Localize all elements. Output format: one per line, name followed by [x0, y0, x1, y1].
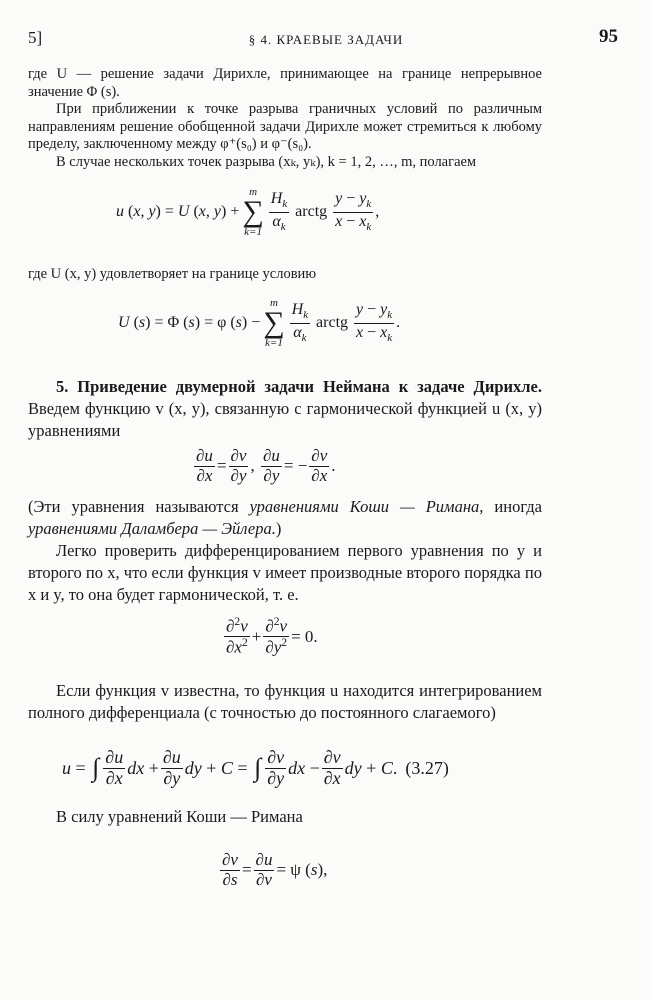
paragraph-boundary-condition: где U (x, y) удовлетворяет на границе условию: [28, 266, 317, 282]
paragraph-discontinuity: При приближении к точке разрыва граничных условий по различным направлениям решение обобщенной задачи Дирихле может стремиться к любому пределу, заключенному между φ⁺(s₀) и φ⁻(s₀).: [28, 101, 542, 152]
section-5-title: 5. Приведение двумерной задачи Неймана к задаче Дирихле.: [56, 377, 542, 396]
running-head: § 4. КРАЕВЫЕ ЗАДАЧИ: [248, 32, 404, 47]
section-5-body: Введем функцию v (x, y), связанную с гармонической функцией u (x, y) уравнениями: [28, 399, 542, 440]
equation-number: (3.27): [405, 757, 449, 778]
formula-cauchy-riemann: $\frac{\partial u}{\partial x}$ = $\frac{\partial v}{\partial y}$ , $\frac{\partial u}{\partial y}$ = − $\frac{\partial v}{\partial x}$ .: [196, 446, 336, 485]
paragraph-dirichlet-solution: где U — решение задачи Дирихле, принимающее на границе непрерывное значение Φ (s).: [28, 66, 542, 100]
paragraph-by-cauchy-riemann: В силу уравнений Коши — Римана: [56, 807, 303, 826]
section-5-intro: [28, 376, 542, 442]
formula-normal-derivative: $\frac{\partial v}{\partial s}$ = $\frac{\partial u}{\partial\nu}$ = ψ ( s ),: [222, 850, 328, 889]
paragraph-harmonic: Легко проверить дифференцированием первого уравнения по y и второго по x, что если функция v имеет производные второго порядка по x и y, то она будет гармонической, т. е.: [28, 541, 542, 604]
formula-laplace: $\frac{\partial^2v}{\partial x^2}$ + $\frac{\partial^2v}{\partial y^2}$ = 0.: [226, 615, 318, 657]
paragraph-integration: Если функция v известна, то функция u находится интегрированием полного дифференциала (с точностью до постоянного слагаемого): [28, 681, 542, 722]
paragraph-equation-names: (Эти уравнения называются уравнениями Коши — Римана, иногда уравнениями Даламбера — Эйлера.): [28, 497, 542, 538]
chapter-number: 5]: [28, 28, 43, 47]
formula-3-27: u = ∫ $\frac{\partial u}{\partial x}$ dx + $\frac{\partial u}{\partial y}$ dy + C = ∫ $\frac{\partial v}{\partial y}$ dx − $\frac{\partial v}{\partial x}$ dy + C . (3.27): [62, 747, 449, 788]
paragraph-several-points: В случае нескольких точек разрыва (xₖ, yₖ), k = 1, 2, …, m, полагаем: [56, 153, 477, 170]
formula-U-boundary: U ( s ) = Φ ( s ) = φ ( s ) − m ∑ k=1 $\frac{H_k}{\alpha_k}$ arctg $\frac{y - y_k}{x - x_k}$ .: [118, 297, 401, 349]
formula-u-sum: u ( x , y ) = U ( x , y ) + m ∑ k=1 $\frac{H_k}{\alpha_k}$ arctg $\frac{y - y_k}{x - x_k}$ ,: [116, 186, 380, 238]
small-print-block: [28, 66, 542, 171]
page-number: 95: [599, 26, 618, 47]
